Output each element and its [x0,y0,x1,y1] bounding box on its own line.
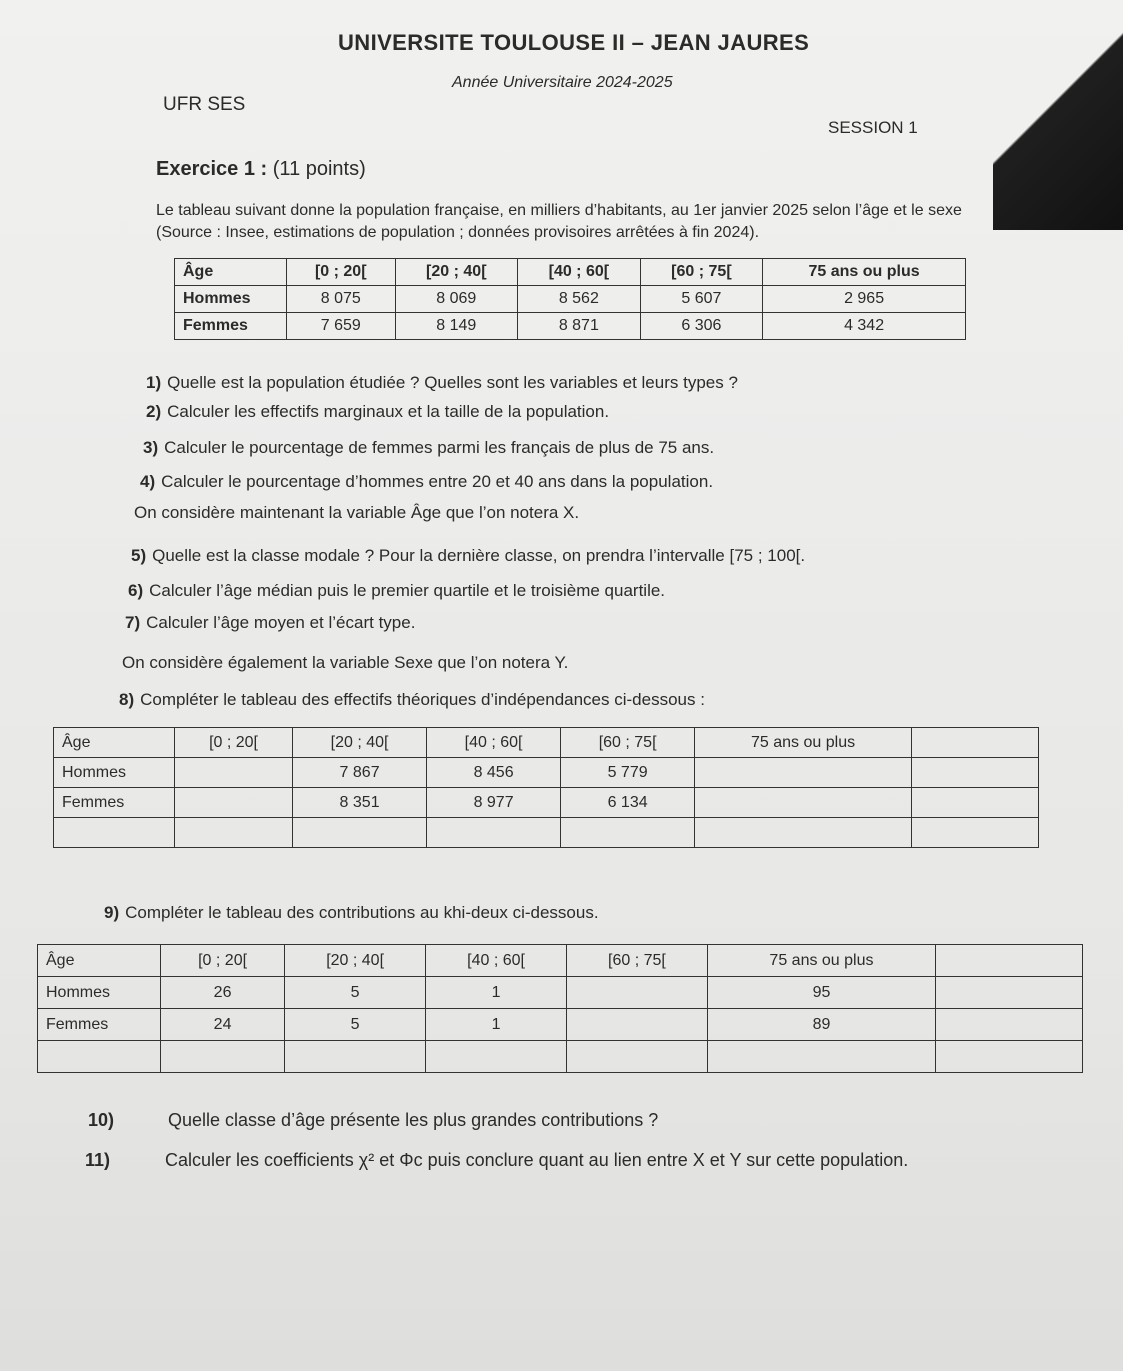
question-number: 2) [146,402,162,421]
table-cell [695,818,912,848]
table-row [38,1041,1083,1073]
table-header-cell: [0 ; 20[ [287,259,396,286]
question-text: Compléter le tableau des contributions au khi-deux ci-dessous. [125,903,599,922]
table-cell: 5 607 [640,286,763,313]
table-cell: 8 149 [395,313,518,340]
table-row-label [38,1041,161,1073]
question-5 [131,545,805,567]
table-header-cell: [0 ; 20[ [175,728,293,758]
table-header-cell: Âge [175,259,287,286]
table-cell: 8 562 [518,286,641,313]
table-header-cell: 75 ans ou plus [763,259,966,286]
table-cell [695,758,912,788]
table-cell: 5 [285,1009,426,1041]
question-text: Calculer le pourcentage d’hommes entre 20 et 40 ans dans la population. [161,472,714,491]
table-row [38,977,1083,1009]
table-cell [175,788,293,818]
session-label: SESSION 1 [828,118,918,137]
table-cell [293,818,427,848]
table-cell: 7 659 [287,313,396,340]
question-number: 4) [140,472,156,491]
academic-year: Année Universitaire 2024-2025 [452,74,673,91]
question-10 [88,1110,658,1131]
table-header-cell: [60 ; 75[ [561,728,695,758]
question-4 [140,471,713,493]
exercise-label: Exercice 1 : [156,158,268,180]
table-header-row [175,259,966,286]
question-text: Quelle est la classe modale ? Pour la dernière classe, on prendra l’intervalle [75 ; 100[. [152,546,806,565]
table-header-row [54,728,1039,758]
exercise-title [156,158,366,181]
question-text: Compléter le tableau des effectifs théoriques d’indépendances ci-dessous : [140,690,705,709]
question-number: 7) [125,613,141,632]
table-header-cell: Âge [38,945,161,977]
question-9 [104,902,599,924]
table-cell: 2 965 [763,286,966,313]
question-3 [143,437,714,459]
table-cell: 7 867 [293,758,427,788]
question-11 [85,1150,908,1171]
table-header-cell: [0 ; 20[ [161,945,285,977]
ufr-label: UFR SES [163,94,246,115]
question-text: Calculer l’âge médian puis le premier quartile et le troisième quartile. [149,581,666,600]
table-cell: 8 871 [518,313,641,340]
table-header-row [38,945,1083,977]
table-cell [912,758,1039,788]
question-2 [146,401,609,423]
table-header-cell: [20 ; 40[ [395,259,518,286]
question-number: 8) [119,690,135,709]
table-cell: 5 779 [561,758,695,788]
table-cell: 89 [707,1009,935,1041]
table-cell [567,1009,708,1041]
table-cell: 8 075 [287,286,396,313]
table-row-label: Femmes [175,313,287,340]
table-header-cell: [20 ; 40[ [293,728,427,758]
table-cell [161,1041,285,1073]
table-cell: 95 [707,977,935,1009]
question-7 [125,612,415,634]
table-header-cell [936,945,1083,977]
table-cell [695,788,912,818]
table-header-cell: 75 ans ou plus [707,945,935,977]
khi-deux-contributions-table [37,944,1083,1073]
table-cell: 26 [161,977,285,1009]
university-title: UNIVERSITE TOULOUSE II – JEAN JAURES [338,30,810,55]
table-cell: 8 456 [427,758,561,788]
table-row [54,788,1039,818]
table-cell: 4 342 [763,313,966,340]
table-cell [912,818,1039,848]
question-number: 10) [88,1110,115,1130]
table-cell: 8 351 [293,788,427,818]
table-cell [561,818,695,848]
table-header-cell: [20 ; 40[ [285,945,426,977]
question-8 [119,689,705,711]
table-header-cell: [60 ; 75[ [640,259,763,286]
table-cell [936,1041,1083,1073]
table-cell: 24 [161,1009,285,1041]
question-number: 3) [143,438,159,457]
question-number: 5) [131,546,147,565]
table-cell: 1 [426,1009,567,1041]
question-6 [128,580,665,602]
question-text: Quelle classe d’âge présente les plus grandes contributions ? [168,1110,659,1130]
page-corner-shadow [993,0,1123,230]
table-cell: 6 134 [561,788,695,818]
exercise-intro: Le tableau suivant donne la population française, en milliers d’habitants, au 1er janvier 2025 selon l’âge et le sexe (Source : Insee, estimations de population ; données provisoires arrêtées à fin 2024). [156,202,962,241]
table-header-cell: [40 ; 60[ [427,728,561,758]
question-1 [146,372,738,394]
table-cell [426,1041,567,1073]
table-row [54,758,1039,788]
table-cell: 5 [285,977,426,1009]
table-row-label: Femmes [38,1009,161,1041]
question-text: Calculer les effectifs marginaux et la taille de la population. [167,402,610,421]
table-cell: 8 977 [427,788,561,818]
question-text: Calculer le pourcentage de femmes parmi les français de plus de 75 ans. [164,438,715,457]
variable-x-statement: On considère maintenant la variable Âge que l’on notera X. [134,503,580,522]
question-number: 9) [104,903,120,922]
question-text: Quelle est la population étudiée ? Quelles sont les variables et leurs types ? [167,373,738,392]
table-row [175,313,966,340]
table-row-label: Hommes [54,758,175,788]
table-header-cell: 75 ans ou plus [695,728,912,758]
question-number: 6) [128,581,144,600]
table-cell [936,977,1083,1009]
table-header-cell: [40 ; 60[ [426,945,567,977]
table-row-label: Femmes [54,788,175,818]
table-cell [567,1041,708,1073]
table-cell: 6 306 [640,313,763,340]
table-header-cell [912,728,1039,758]
population-table [174,258,966,340]
table-row-label: Hommes [175,286,287,313]
table-cell: 8 069 [395,286,518,313]
table-cell [427,818,561,848]
exercise-points: (11 points) [272,158,366,180]
theoretical-counts-table [53,727,1039,848]
table-cell: 1 [426,977,567,1009]
question-text: Calculer les coefficients χ² et Φc puis conclure quant au lien entre X et Y sur cette population. [165,1150,909,1170]
table-row-label: Hommes [38,977,161,1009]
table-row-label [54,818,175,848]
table-cell [707,1041,935,1073]
table-header-cell: Âge [54,728,175,758]
table-header-cell: [60 ; 75[ [567,945,708,977]
question-number: 11) [85,1150,111,1170]
table-cell [175,818,293,848]
question-number: 1) [146,373,162,392]
table-cell [567,977,708,1009]
table-row [175,286,966,313]
table-cell [936,1009,1083,1041]
table-row [54,818,1039,848]
table-cell [912,788,1039,818]
table-cell [285,1041,426,1073]
table-cell [175,758,293,788]
variable-y-statement: On considère également la variable Sexe que l’on notera Y. [122,653,569,672]
table-row [38,1009,1083,1041]
table-header-cell: [40 ; 60[ [518,259,641,286]
question-text: Calculer l’âge moyen et l’écart type. [146,613,416,632]
